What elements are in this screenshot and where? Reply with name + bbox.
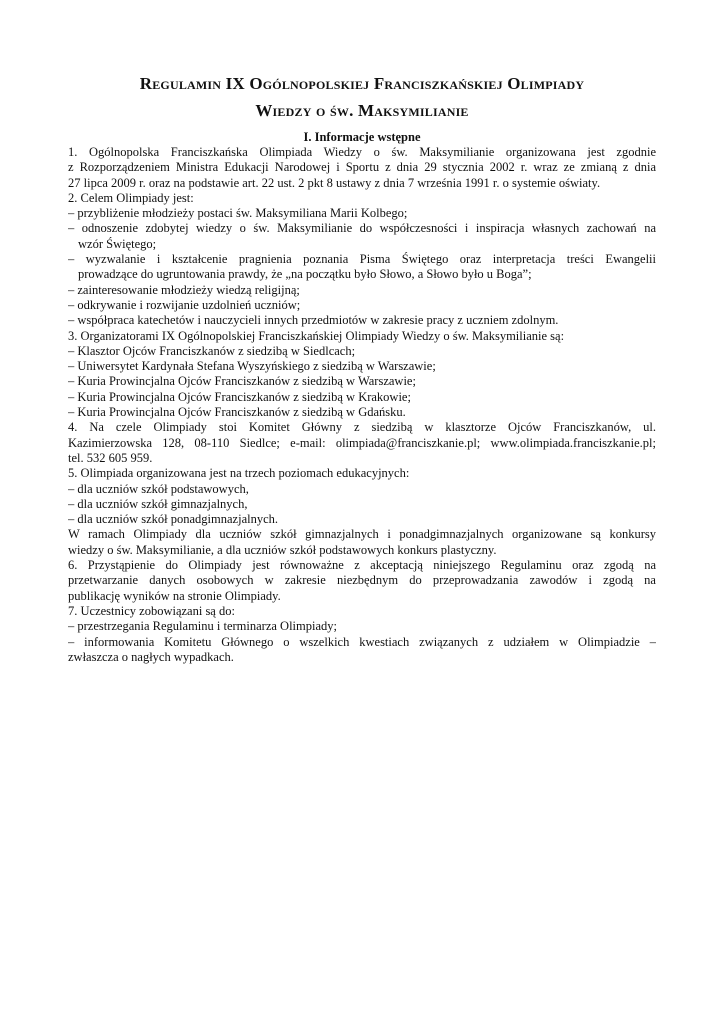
text-line: – Kuria Prowincjalna Ojców Franciszkanów z siedzibą w Warszawie;: [68, 374, 416, 389]
text-line: – wyzwalanie i kształcenie pragnienia poznania Pisma Świętego oraz interpretacja treści Ewangelii: [68, 252, 656, 267]
text-line: 27 lipca 2009 r. oraz na podstawie art. 22 ust. 2 pkt 8 ustawy z dnia 7 września 1991 r. o systemie oświaty.: [68, 175, 601, 190]
text-line: 2. Celem Olimpiady jest:: [68, 190, 194, 205]
text-line: – dla uczniów szkół ponadgimnazjalnych.: [68, 512, 279, 527]
text-line: – odkrywanie i rozwijanie uzdolnień uczniów;: [68, 297, 301, 312]
text-line: W ramach Olimpiady dla uczniów szkół gimnazjalnych i ponadgimnazjalnych organizowane są konkursy: [68, 527, 656, 542]
text-line: – przestrzegania Regulaminu i terminarza Olimpiady;: [68, 619, 338, 634]
text-line: – współpraca katechetów i nauczycieli innych przedmiotów w zakresie pracy z uczniem zdolnym.: [68, 313, 559, 328]
text-line: Kazimierzowska 128, 08-110 Siedlce; e-mail: olimpiada@franciszkanie.pl; www.olimpiada.franciszkanie.pl;: [68, 435, 656, 450]
text-line: tel. 532 605 959.: [68, 450, 153, 465]
text-line: z Rozporządzeniem Ministra Edukacji Narodowej i Sportu z dnia 29 stycznia 2002 r. wraz ze zmianą z dnia: [68, 160, 656, 175]
text-line: 5. Olimpiada organizowana jest na trzech poziomach edukacyjnych:: [68, 466, 410, 481]
text-line: 7. Uczestnicy zobowiązani są do:: [68, 603, 235, 618]
text-line: – przybliżenie młodzieży postaci św. Maksymiliana Marii Kolbego;: [68, 206, 408, 221]
text-line: – Klasztor Ojców Franciszkanów z siedzibą w Siedlcach;: [68, 343, 356, 358]
text-line: – odnoszenie zdobytej wiedzy o św. Maksymilianie do współczesności i inspiracja własnych zachowań na: [68, 221, 656, 236]
title-line-2: Wiedzy o św. Maksymilianie: [255, 101, 469, 120]
text-line: 3. Organizatorami IX Ogólnopolskiej Franciszkańskiej Olimpiady Wiedzy o św. Maksymilianie są:: [68, 328, 565, 343]
text-line: 1. Ogólnopolska Franciszkańska Olimpiada Wiedzy o św. Maksymilianie organizowana jest zgodnie: [68, 145, 656, 159]
text-line: przetwarzanie danych osobowych w zakresie niezbędnym do przeprowadzania zawodów i zgodą na: [68, 573, 656, 588]
text-line: 4. Na czele Olimpiady stoi Komitet Główny z siedzibą w klasztorze Ojców Franciszkanów, ul.: [68, 420, 656, 435]
text-line: wzór Świętego;: [78, 236, 157, 251]
text-line: – informowania Komitetu Głównego o wszelkich kwestiach związanych z udziałem w Olimpiadzie –: [68, 634, 656, 649]
text-line: zwłaszcza o nagłych wypadkach.: [68, 649, 234, 664]
text-line: – zainteresowanie młodzieży wiedzą religijną;: [68, 282, 300, 297]
text-line: – Kuria Prowincjalna Ojców Franciszkanów z siedzibą w Krakowie;: [68, 389, 411, 404]
text-line: – Kuria Prowincjalna Ojców Franciszkanów z siedzibą w Gdańsku.: [68, 405, 406, 420]
text-line: 6. Przystąpienie do Olimpiady jest równoważne z akceptacją niniejszego Regulaminu oraz zgodą na: [68, 558, 656, 573]
text-line: – dla uczniów szkół gimnazjalnych,: [68, 496, 248, 511]
document-body: [68, 145, 656, 665]
text-line: – dla uczniów szkół podstawowych,: [68, 481, 249, 496]
title-line-1: Regulamin IX Ogólnopolskiej Franciszkańskiej Olimpiady: [139, 74, 585, 93]
text-line: publikację wyników na stronie Olimpiady.: [68, 588, 281, 603]
text-line: – Uniwersytet Kardynała Stefana Wyszyńskiego z siedzibą w Warszawie;: [68, 359, 436, 374]
document-title: [60, 70, 664, 124]
text-line: prowadzące do ugruntowania prawdy, że „na początku było Słowo, a Słowo było u Boga”;: [78, 267, 532, 282]
section-heading: I. Informacje wstępne: [303, 130, 421, 144]
text-line: wiedzy o św. Maksymilianie, a dla uczniów szkół podstawowych konkurs plastyczny.: [68, 542, 497, 557]
